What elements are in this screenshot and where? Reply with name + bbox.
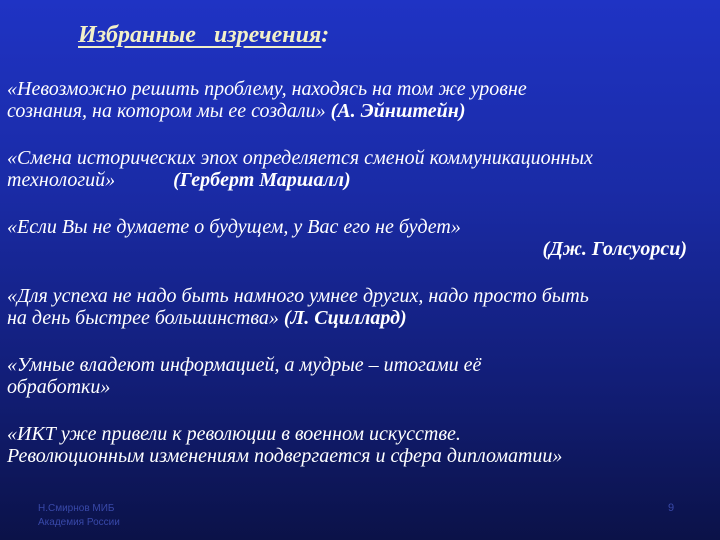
footer-credit-line: Академия России	[38, 517, 120, 528]
quote-text: Революционным изменениям подвергается и сфера дипломатии»	[7, 445, 563, 467]
quote-author: (А. Эйнштейн)	[330, 100, 466, 122]
quote-list	[7, 78, 719, 467]
quote-text: «Умные владеют информацией, а мудрые – итогами её	[7, 354, 482, 376]
quote-line	[7, 354, 719, 376]
quote-szilard	[7, 285, 719, 329]
slide-title-colon: :	[321, 22, 330, 48]
quote-line	[7, 307, 719, 329]
quote-text: «ИКТ уже привели к революции в военном искусстве.	[7, 423, 461, 445]
quote-line	[7, 285, 719, 307]
quote-author: (Дж. Голсуорси)	[542, 238, 687, 260]
quote-galsworthy	[7, 216, 719, 260]
page-number: 9	[668, 502, 675, 514]
quote-einstein	[7, 78, 719, 122]
slide-title-text: Избранные изречения	[78, 22, 322, 48]
quote-line	[7, 376, 719, 398]
quote-line	[7, 423, 719, 445]
quote-text: технологий»	[7, 169, 116, 191]
quote-text: «Если Вы не думаете о будущем, у Вас его не будет»	[7, 216, 461, 238]
quote-text: «Для успеха не надо быть намного умнее других, надо просто быть	[7, 285, 589, 307]
quote-wise	[7, 354, 719, 398]
quote-text: «Невозможно решить проблему, находясь на том же уровне	[7, 78, 527, 100]
slide-title	[78, 22, 329, 49]
quote-text: обработки»	[7, 376, 111, 398]
quote-line	[7, 147, 719, 169]
quote-text: сознания, на котором мы ее создали»	[7, 100, 331, 122]
quote-text: «Смена исторических эпох определяется сменой коммуникационных	[7, 147, 593, 169]
quote-line	[7, 445, 719, 467]
quote-ict	[7, 423, 719, 467]
footer-credit	[38, 502, 120, 530]
quote-text: на день быстрее большинства»	[7, 307, 284, 329]
quote-line	[7, 100, 719, 122]
quote-marshall	[7, 147, 719, 191]
quote-line	[7, 216, 719, 238]
footer-credit-line: Н.Смирнов МИБ	[38, 503, 115, 514]
quote-author: (Л. Сциллард)	[283, 307, 407, 329]
quote-line	[7, 169, 719, 191]
quote-author: (Герберт Маршалл)	[173, 169, 351, 191]
quote-line	[7, 78, 719, 100]
